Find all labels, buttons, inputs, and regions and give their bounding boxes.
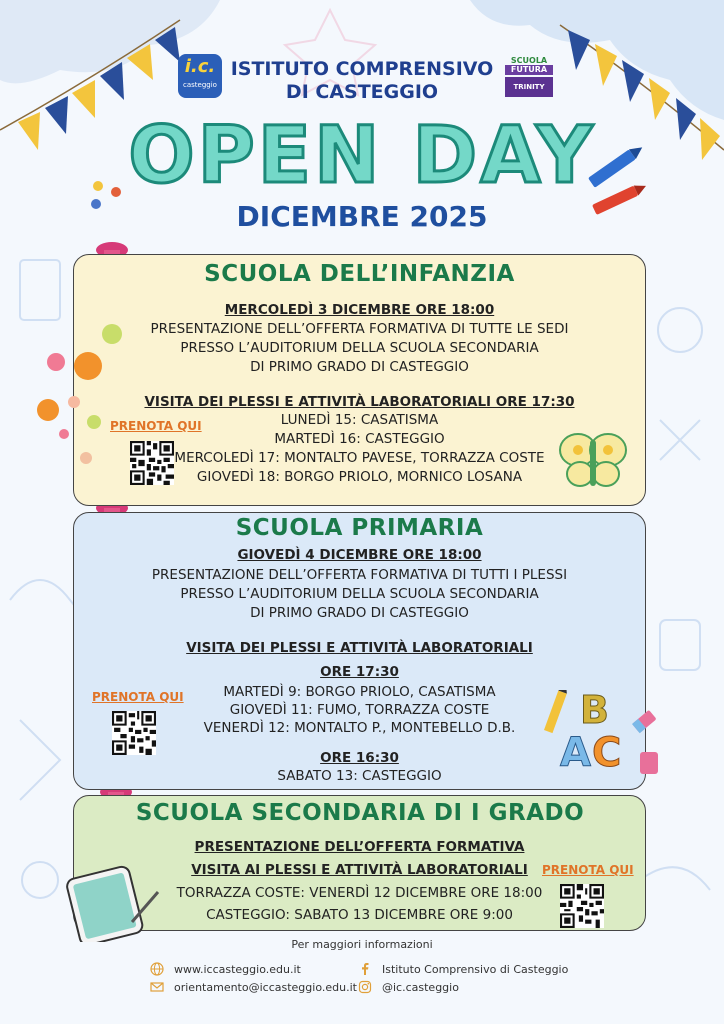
abc-letter: B xyxy=(580,688,609,732)
logo-left-text: i.c. xyxy=(184,56,216,77)
primaria-title: SCUOLA PRIMARIA xyxy=(235,515,484,541)
infanzia-line: DI PRIMO GRADO DI CASTEGGIO xyxy=(250,359,469,375)
logo-right-line2: FUTURA xyxy=(505,65,553,75)
tablet-icon xyxy=(62,862,162,942)
infanzia-visit: MARTEDÌ 16: CASTEGGIO xyxy=(274,431,445,447)
qr-code-icon[interactable] xyxy=(112,711,156,755)
page-title: OPEN DAY xyxy=(128,111,596,201)
website-link[interactable]: www.iccasteggio.edu.it xyxy=(174,962,301,976)
infanzia-title: SCUOLA DELL’INFANZIA xyxy=(204,261,515,287)
ic-casteggio-logo xyxy=(178,54,222,98)
primaria-time1: ORE 17:30 xyxy=(320,664,399,680)
footer-title: Per maggiori informazioni xyxy=(291,938,433,951)
infanzia-visit: MERCOLEDÌ 17: MONTALTO PAVESE, TORRAZZA COSTE xyxy=(174,450,545,466)
primaria-visits-title: VISITA DEI PLESSI E ATTIVITÀ LABORATORIALI xyxy=(186,640,533,656)
secondaria-line1: PRESENTAZIONE DELL’OFFERTA FORMATIVA xyxy=(194,839,525,855)
primaria-line: PRESENTAZIONE DELL’OFFERTA FORMATIVA DI TUTTI I PLESSI xyxy=(151,567,568,583)
footer-email[interactable] xyxy=(150,980,357,994)
instagram-link[interactable]: @ic.casteggio xyxy=(382,980,459,994)
abc-letter: C xyxy=(592,730,622,776)
infanzia-date: MERCOLEDÌ 3 DICEMBRE ORE 18:00 xyxy=(224,302,495,318)
primaria-visit: VENERDÌ 12: MONTALTO P., MONTEBELLO D.B. xyxy=(203,720,516,736)
infanzia-line: PRESENTAZIONE DELL’OFFERTA FORMATIVA DI TUTTE LE SEDI xyxy=(150,321,569,337)
primaria-prenota-link[interactable]: PRENOTA QUI xyxy=(92,690,184,704)
abc-letter: A xyxy=(560,730,591,776)
envelope-icon xyxy=(150,980,164,994)
facebook-link[interactable]: Istituto Comprensivo di Casteggio xyxy=(382,962,569,976)
qr-code-icon[interactable] xyxy=(130,441,174,485)
infanzia-visits-title: VISITA DEI PLESSI E ATTIVITÀ LABORATORIALI ORE 17:30 xyxy=(144,394,575,410)
primaria-visit: GIOVEDÌ 11: FUMO, TORRAZZA COSTE xyxy=(229,702,490,718)
primaria-date: GIOVEDÌ 4 DICEMBRE ORE 18:00 xyxy=(237,547,482,563)
secondaria-prenota-link[interactable]: PRENOTA QUI xyxy=(542,863,634,877)
school-name xyxy=(222,58,502,104)
primaria-visit: SABATO 13: CASTEGGIO xyxy=(277,768,442,784)
logo-left-sub: casteggio xyxy=(183,81,217,89)
infanzia-visit: GIOVEDÌ 18: BORGO PRIOLO, MORNICO LOSANA xyxy=(196,469,523,485)
infanzia-line: PRESSO L’AUDITORIUM DELLA SCUOLA SECONDARIA xyxy=(180,340,539,356)
logo-right-line1: SCUOLA xyxy=(510,56,548,65)
infanzia-prenota-link[interactable]: PRENOTA QUI xyxy=(110,419,202,433)
colored-dots-decoration xyxy=(34,318,130,478)
facebook-icon xyxy=(358,962,372,976)
instagram-icon xyxy=(358,980,372,994)
secondaria-line2: VISITA AI PLESSI E ATTIVITÀ LABORATORIALI xyxy=(191,862,528,878)
globe-icon xyxy=(150,962,164,976)
abc-letters-decoration xyxy=(540,690,660,776)
email-link[interactable]: orientamento@iccasteggio.edu.it xyxy=(174,980,357,994)
school-name-line1: ISTITUTO COMPRENSIVO xyxy=(230,58,494,80)
primaria-time2: ORE 16:30 xyxy=(320,750,399,766)
infanzia-visit: LUNEDÌ 15: CASATISMA xyxy=(280,412,439,428)
logo-right-line3: TRINITY xyxy=(505,77,553,97)
primaria-visit: MARTEDÌ 9: BORGO PRIOLO, CASATISMA xyxy=(223,684,496,700)
footer-instagram[interactable] xyxy=(358,980,459,994)
qr-code-icon[interactable] xyxy=(560,884,604,928)
primaria-line: DI PRIMO GRADO DI CASTEGGIO xyxy=(250,605,469,621)
secondaria-schedule: CASTEGGIO: SABATO 13 DICEMBRE ORE 9:00 xyxy=(206,907,513,923)
scuola-futura-logo xyxy=(505,56,553,98)
primaria-line: PRESSO L’AUDITORIUM DELLA SCUOLA SECONDARIA xyxy=(180,586,539,602)
footer-website[interactable] xyxy=(150,962,301,976)
footer-facebook[interactable] xyxy=(358,962,568,976)
secondaria-title: SCUOLA SECONDARIA DI I GRADO xyxy=(135,800,585,826)
page-subtitle: DICEMBRE 2025 xyxy=(236,200,488,233)
secondaria-schedule: TORRAZZA COSTE: VENERDÌ 12 DICEMBRE ORE 18:00 xyxy=(176,885,543,901)
school-name-line2: DI CASTEGGIO xyxy=(285,81,439,103)
butterfly-icon xyxy=(556,428,630,494)
